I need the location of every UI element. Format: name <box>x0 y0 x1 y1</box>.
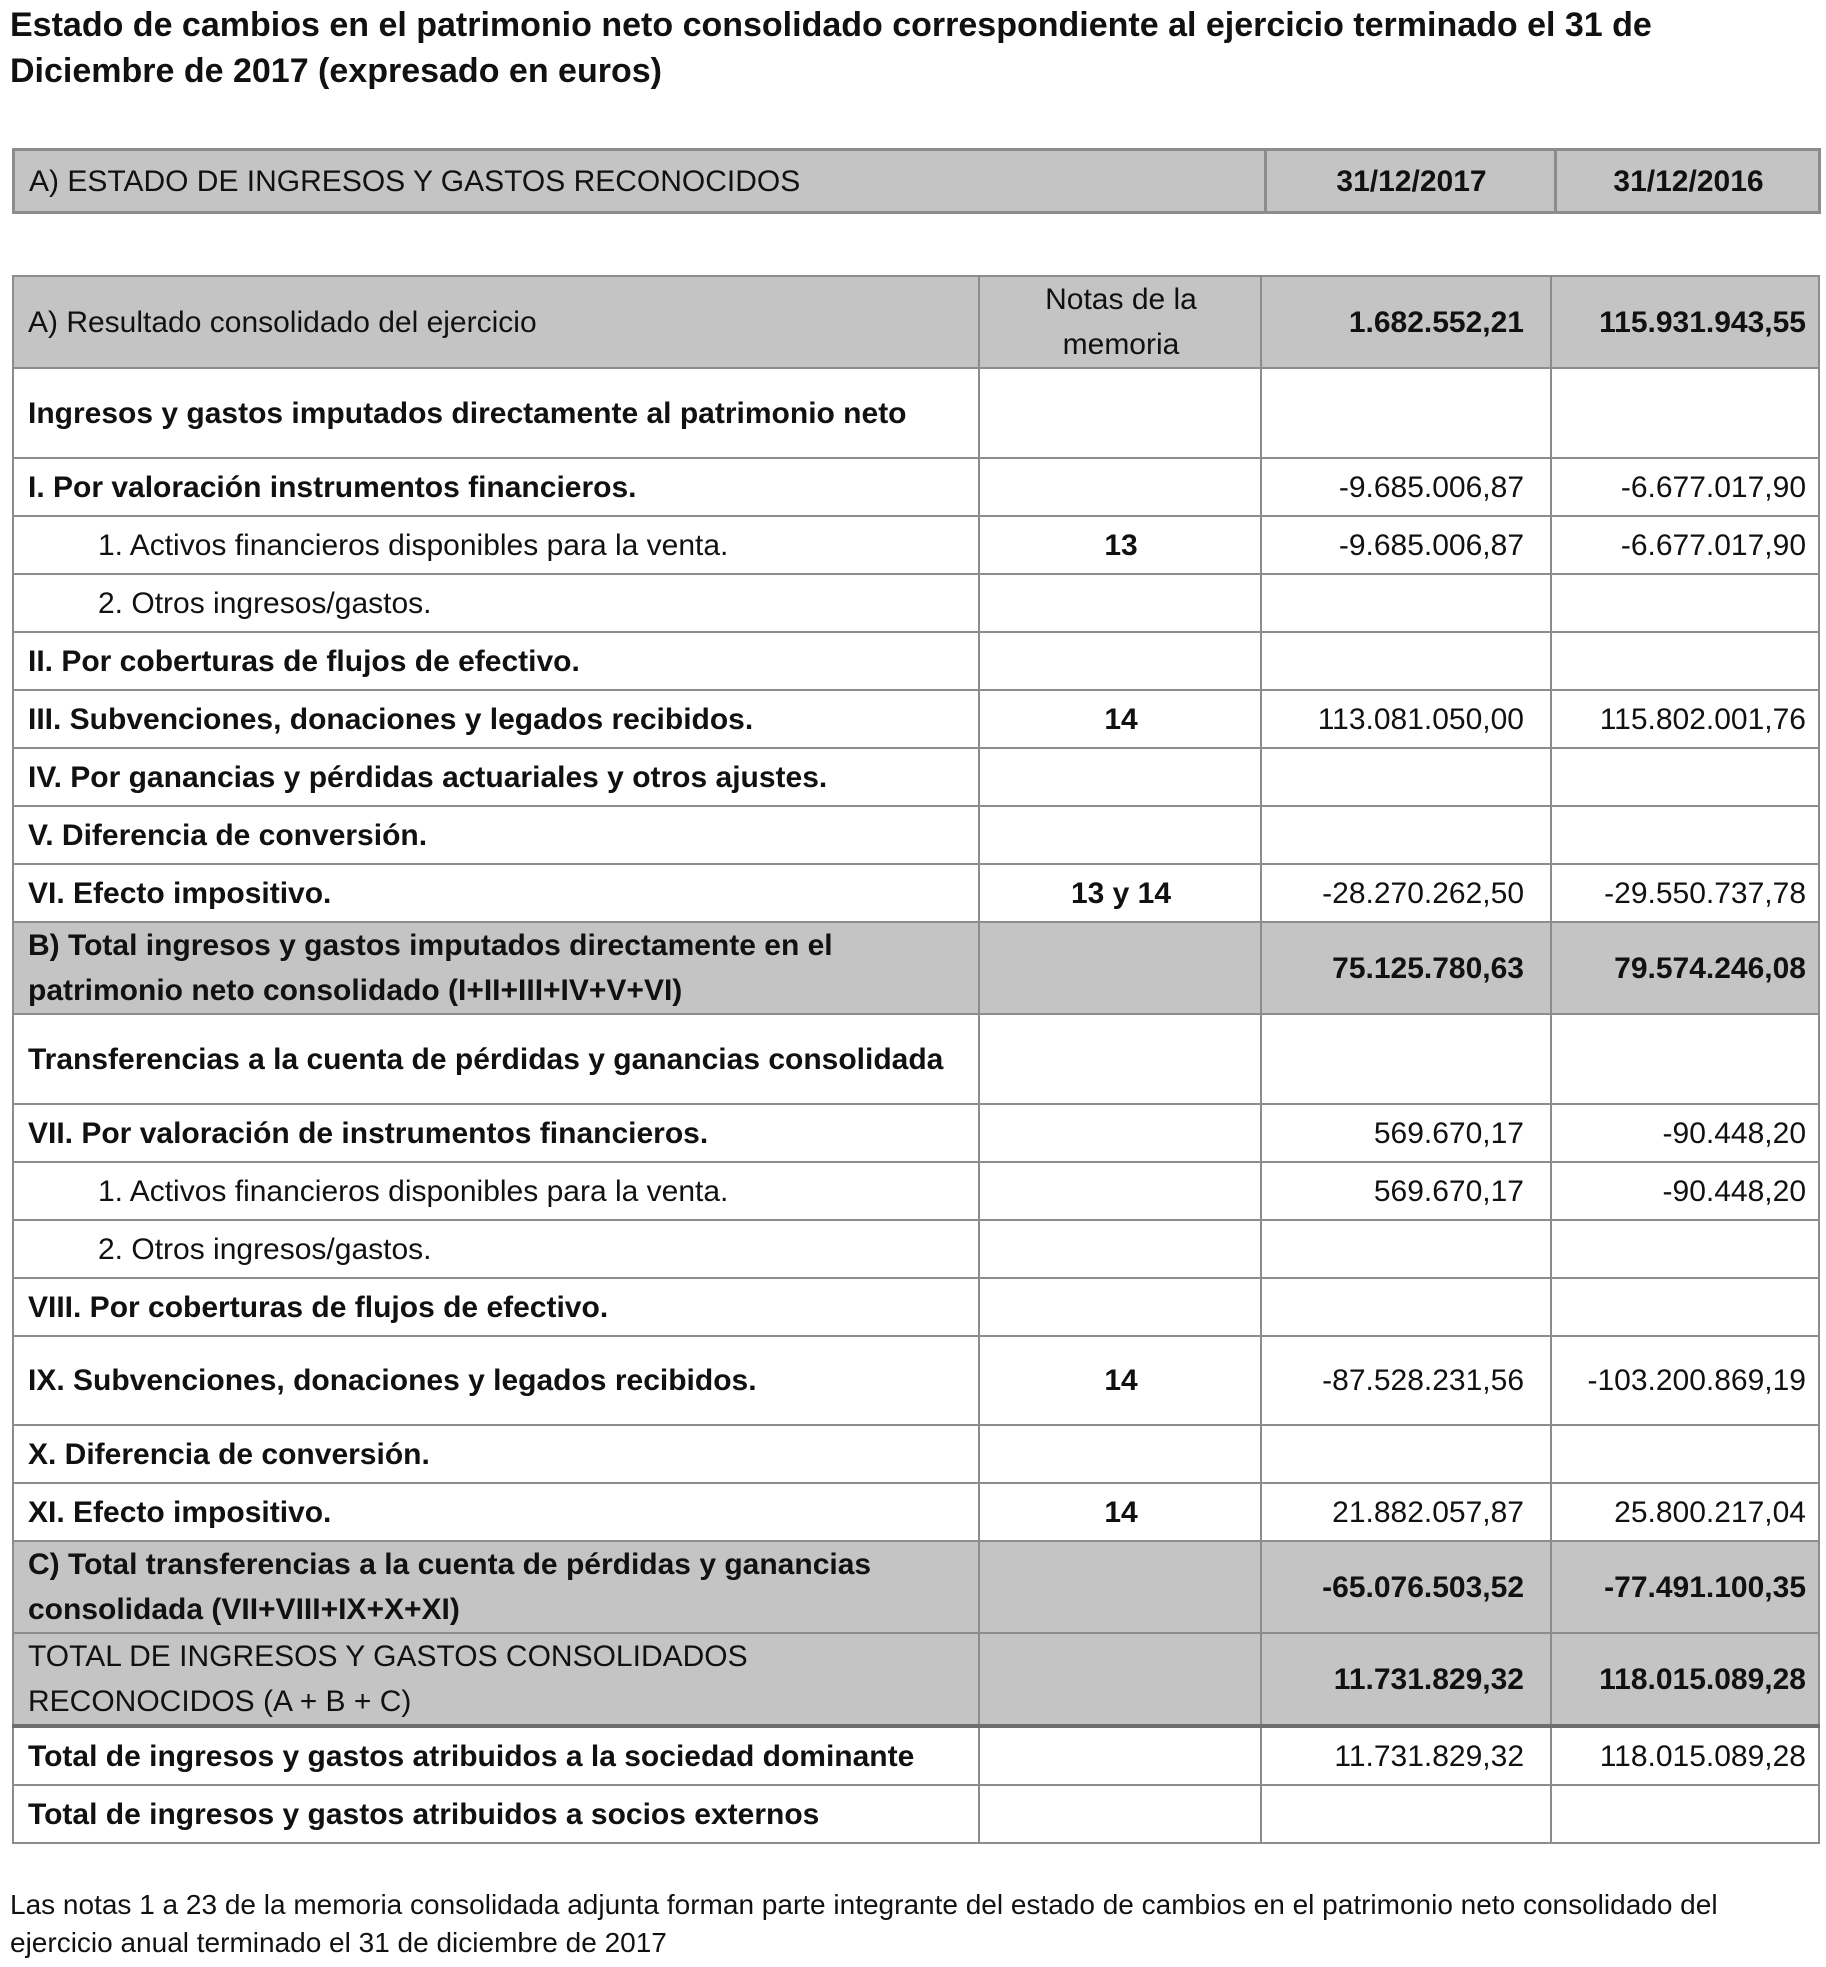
row-label: I. Por valoración instrumentos financieros. <box>13 458 979 516</box>
value-2017: 11.731.829,32 <box>1261 1633 1551 1726</box>
row-note <box>979 368 1261 458</box>
row-label: IV. Por ganancias y pérdidas actuariales y otros ajustes. <box>13 748 979 806</box>
value-2017 <box>1261 1785 1551 1843</box>
table-row <box>13 1104 1819 1162</box>
value-2017 <box>1261 1425 1551 1483</box>
row-note <box>979 922 1261 1014</box>
value-2017 <box>1261 806 1551 864</box>
row-label: II. Por coberturas de flujos de efectivo. <box>13 632 979 690</box>
value-2017 <box>1261 574 1551 632</box>
table-row <box>13 1726 1819 1785</box>
column-header-2016: 31/12/2016 <box>1556 150 1820 213</box>
value-2017 <box>1261 1220 1551 1278</box>
value-2017 <box>1261 368 1551 458</box>
footer-note: Las notas 1 a 23 de la memoria consolidada adjunta forman parte integrante del estado de cambios en el patrimonio neto consolidado del ejercicio anual terminado el 31 de diciembre de 2017 <box>10 1889 1718 1958</box>
table-row <box>13 1278 1819 1336</box>
table-row <box>13 516 1819 574</box>
table-row <box>13 458 1819 516</box>
table-row <box>13 1483 1819 1541</box>
row-note <box>979 1425 1261 1483</box>
notes-column-header: Notas de la memoria <box>979 276 1261 368</box>
value-2017: -9.685.006,87 <box>1261 516 1551 574</box>
value-2016: 79.574.246,08 <box>1551 922 1819 1014</box>
value-2016: 25.800.217,04 <box>1551 1483 1819 1541</box>
table-row-total <box>13 1633 1819 1726</box>
value-2016 <box>1551 748 1819 806</box>
row-label: B) Total ingresos y gastos imputados directamente en el patrimonio neto consolidado (I+II+III+IV+V+VI) <box>13 922 979 1014</box>
row-note: 14 <box>979 1336 1261 1425</box>
row-note <box>979 806 1261 864</box>
row-label: XI. Efecto impositivo. <box>13 1483 979 1541</box>
table-row <box>13 632 1819 690</box>
row-label: Total de ingresos y gastos atribuidos a socios externos <box>13 1785 979 1843</box>
row-note: 13 y 14 <box>979 864 1261 922</box>
table-row <box>13 864 1819 922</box>
table-row <box>13 1425 1819 1483</box>
row-label: 1. Activos financieros disponibles para la venta. <box>13 1162 979 1220</box>
value-2016: 118.015.089,28 <box>1551 1633 1819 1726</box>
column-header-2017: 31/12/2017 <box>1266 150 1556 213</box>
row-label: 2. Otros ingresos/gastos. <box>13 574 979 632</box>
section-title: A) ESTADO DE INGRESOS Y GASTOS RECONOCIDOS <box>14 150 1266 213</box>
value-2016 <box>1551 1220 1819 1278</box>
row-note: 14 <box>979 1483 1261 1541</box>
value-2017: 113.081.050,00 <box>1261 690 1551 748</box>
value-2017 <box>1261 632 1551 690</box>
value-2016 <box>1551 1278 1819 1336</box>
row-label: Ingresos y gastos imputados directamente al patrimonio neto <box>13 368 979 458</box>
value-2017: -28.270.262,50 <box>1261 864 1551 922</box>
table-row <box>13 1785 1819 1843</box>
row-note <box>979 1162 1261 1220</box>
value-2016 <box>1551 574 1819 632</box>
value-2016: -6.677.017,90 <box>1551 516 1819 574</box>
value-2016 <box>1551 368 1819 458</box>
row-label: C) Total transferencias a la cuenta de pérdidas y ganancias consolidada (VII+VIII+IX+X+XI) <box>13 1541 979 1633</box>
row-note <box>979 458 1261 516</box>
value-2017: 21.882.057,87 <box>1261 1483 1551 1541</box>
value-2016 <box>1551 1785 1819 1843</box>
row-note: 13 <box>979 516 1261 574</box>
value-2016: -90.448,20 <box>1551 1104 1819 1162</box>
row-label: IX. Subvenciones, donaciones y legados recibidos. <box>13 1336 979 1425</box>
row-label: TOTAL DE INGRESOS Y GASTOS CONSOLIDADOS RECONOCIDOS (A + B + C) <box>13 1633 979 1726</box>
value-2016: -6.677.017,90 <box>1551 458 1819 516</box>
value-2016 <box>1551 806 1819 864</box>
row-note <box>979 574 1261 632</box>
row-label: V. Diferencia de conversión. <box>13 806 979 864</box>
row-note <box>979 1220 1261 1278</box>
table-row <box>13 1336 1819 1425</box>
row-label: VII. Por valoración de instrumentos financieros. <box>13 1104 979 1162</box>
row-label: Transferencias a la cuenta de pérdidas y ganancias consolidada <box>13 1014 979 1104</box>
value-2017: 75.125.780,63 <box>1261 922 1551 1014</box>
row-note <box>979 1726 1261 1785</box>
row-note: 14 <box>979 690 1261 748</box>
row-note <box>979 1278 1261 1336</box>
value-2017 <box>1261 1014 1551 1104</box>
value-2016: -103.200.869,19 <box>1551 1336 1819 1425</box>
row-note <box>979 632 1261 690</box>
table-row-subtotal <box>13 922 1819 1014</box>
row-label: X. Diferencia de conversión. <box>13 1425 979 1483</box>
table-row <box>13 276 1819 368</box>
row-note <box>979 748 1261 806</box>
value-2016 <box>1551 1014 1819 1104</box>
row-label: 2. Otros ingresos/gastos. <box>13 1220 979 1278</box>
value-2016 <box>1551 1425 1819 1483</box>
row-label: VIII. Por coberturas de flujos de efectivo. <box>13 1278 979 1336</box>
value-2016: 118.015.089,28 <box>1551 1726 1819 1785</box>
value-2016 <box>1551 632 1819 690</box>
row-note <box>979 1541 1261 1633</box>
value-2017: -9.685.006,87 <box>1261 458 1551 516</box>
row-label: 1. Activos financieros disponibles para la venta. <box>13 516 979 574</box>
value-2016: -77.491.100,35 <box>1551 1541 1819 1633</box>
table-row <box>13 1014 1819 1104</box>
value-2017: -87.528.231,56 <box>1261 1336 1551 1425</box>
row-note <box>979 1633 1261 1726</box>
value-2016: 115.931.943,55 <box>1551 276 1819 368</box>
value-2017: 11.731.829,32 <box>1261 1726 1551 1785</box>
value-2016: -90.448,20 <box>1551 1162 1819 1220</box>
table-row <box>13 368 1819 458</box>
value-2017: 1.682.552,21 <box>1261 276 1551 368</box>
income-expense-table <box>12 275 1820 1844</box>
value-2017 <box>1261 748 1551 806</box>
row-note <box>979 1104 1261 1162</box>
table-row <box>13 1220 1819 1278</box>
row-label: III. Subvenciones, donaciones y legados recibidos. <box>13 690 979 748</box>
value-2017 <box>1261 1278 1551 1336</box>
section-header-table <box>12 148 1821 214</box>
table-row <box>13 748 1819 806</box>
row-label: A) Resultado consolidado del ejercicio <box>13 276 979 368</box>
table-row <box>13 690 1819 748</box>
document-title: Estado de cambios en el patrimonio neto consolidado correspondiente al ejercicio terminado el 31 de Diciembre de 2017 (expresado en euros) <box>10 6 1652 90</box>
row-label: VI. Efecto impositivo. <box>13 864 979 922</box>
row-note <box>979 1785 1261 1843</box>
value-2016: 115.802.001,76 <box>1551 690 1819 748</box>
value-2016: -29.550.737,78 <box>1551 864 1819 922</box>
row-note <box>979 1014 1261 1104</box>
value-2017: -65.076.503,52 <box>1261 1541 1551 1633</box>
value-2017: 569.670,17 <box>1261 1104 1551 1162</box>
table-row <box>13 574 1819 632</box>
table-row <box>13 806 1819 864</box>
section-header-row <box>14 150 1820 213</box>
table-row <box>13 1162 1819 1220</box>
value-2017: 569.670,17 <box>1261 1162 1551 1220</box>
row-label: Total de ingresos y gastos atribuidos a la sociedad dominante <box>13 1726 979 1785</box>
table-row-subtotal <box>13 1541 1819 1633</box>
